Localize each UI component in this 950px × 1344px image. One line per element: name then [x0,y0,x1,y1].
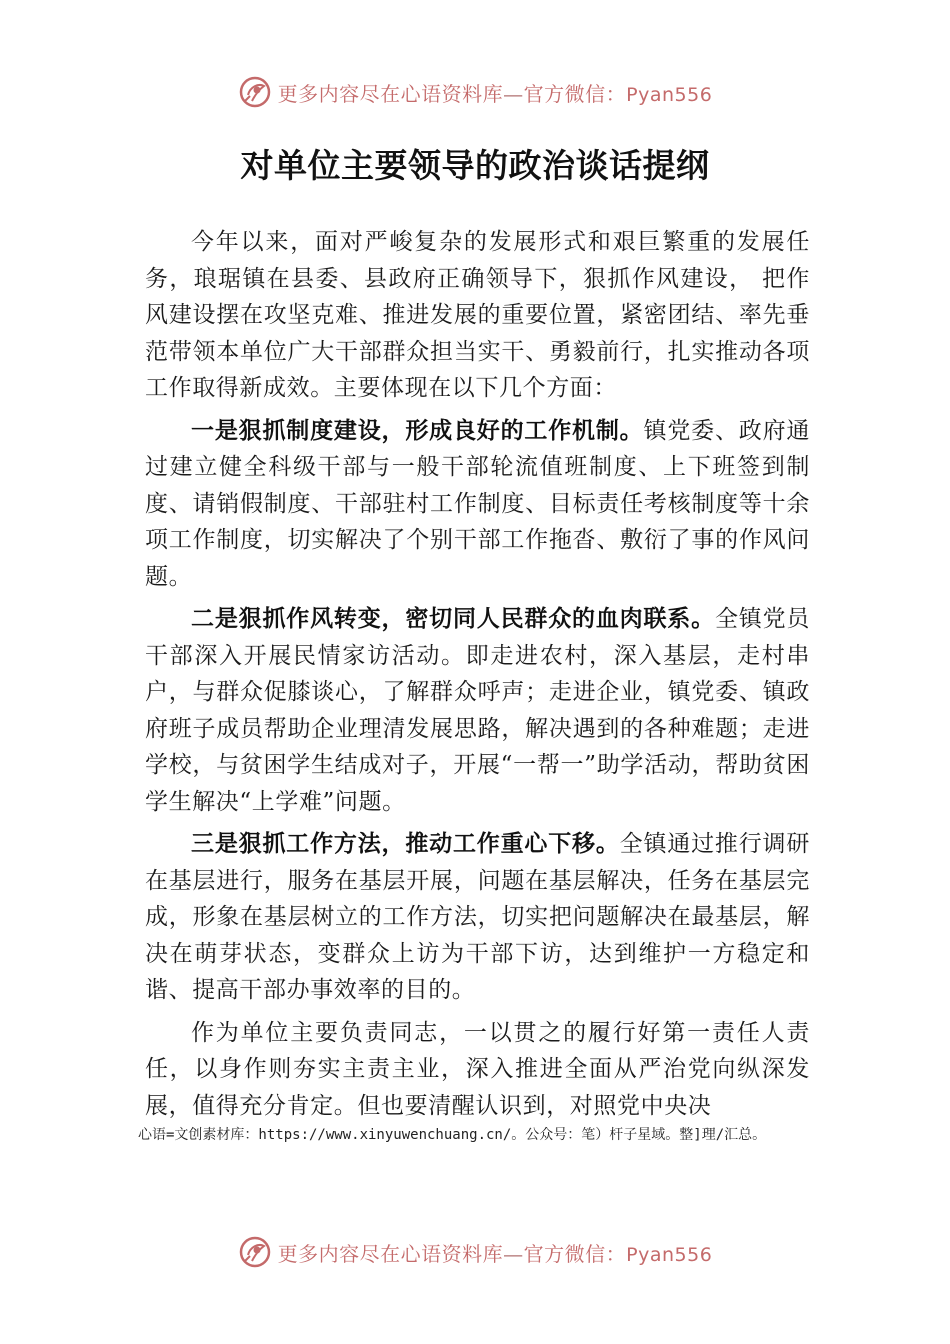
banner-main-text: 更多内容尽在心语资料库 [277,1241,504,1266]
paragraph-point-1 [145,413,810,596]
paragraph-conclusion [145,1015,810,1125]
paragraph-text: 作为单位主要负责同志，一以贯之的履行好第一责任人责任，以身作则夯实主责主业，深入推进全面从严治党向纵深发展，值得充分肯定。但也要清醒认识到，对照党中央决 [145,1019,810,1119]
banner-tail-text: 官方微信： [523,81,627,106]
source-footnote: 心语=文创素材库：https://www.xinyuwenchuang.cn/。公众号：笔）杆子星域。整]理/汇总。 [138,1127,767,1143]
paragraph-text: 镇党委、政府通过建立健全科级干部与一般干部轮流值班制度、上下班签到制度、请销假制度、干部驻村工作制度、目标责任考核制度等十余项工作制度，切实解决了个别干部工作拖沓、敷衍了事的作风问题。 [145,417,810,590]
banner-separator: — [503,81,524,106]
paragraph-lead: 一是狠抓制度建设，形成良好的工作机制。 [191,417,644,444]
paragraph-text: 全镇党员干部深入开展民情家访活动。即走进农村，深入基层，走村串户，与群众促膝谈心，了解群众呼声；走进企业，镇党委、镇政府班子成员帮助企业理清发展思路，解决遇到的各种难题；走进学校，与贫困学生结成对子，开展“一帮一”助学活动，帮助贫困学生解决“上学难”问题。 [145,606,811,815]
banner-wechat-id: Pyan556 [626,83,713,106]
banner-separator: — [503,1241,524,1266]
paragraph-point-2 [145,601,810,820]
footer-banner [0,1232,950,1272]
banner-wechat-id: Pyan556 [626,1243,713,1266]
document-body [145,224,810,1130]
document-title: 对单位主要领导的政治谈话提纲 [240,146,710,185]
paragraph-text: 全镇通过推行调研在基层进行，服务在基层开展，问题在基层解决，任务在基层完成，形象在基层树立的工作方法，切实把问题解决在最基层，解决在萌芽状态，变群众上访为干部下访，达到维护一方稳定和谐、提高干部办事效率的目的。 [145,831,810,1003]
banner-main-text: 更多内容尽在心语资料库 [277,81,504,106]
paragraph-text: 今年以来，面对严峻复杂的发展形式和艰巨繁重的发展任务，琅琚镇在县委、县政府正确领导下，狠抓作风建设， 把作风建设摆在攻坚克难、推进发展的重要位置，紧密团结、率先垂范带领本单位广大干部群众担当实干、勇毅前行，扎实推动各项工作取得新成效。主要体现在以下几个方面： [145,229,810,401]
paragraph-lead: 二是狠抓作风转变，密切同人民群众的血肉联系。 [191,606,715,632]
paragraph-point-3 [145,826,810,1009]
banner-text [278,78,713,107]
paragraph-intro [145,224,810,407]
banner-text [278,1238,713,1267]
header-banner [0,72,950,112]
rose-circle-logo-icon [238,1235,272,1269]
rose-circle-logo-icon [238,75,272,109]
banner-tail-text: 官方微信： [523,1241,627,1266]
paragraph-lead: 三是狠抓工作方法，推动工作重心下移。 [191,831,620,857]
